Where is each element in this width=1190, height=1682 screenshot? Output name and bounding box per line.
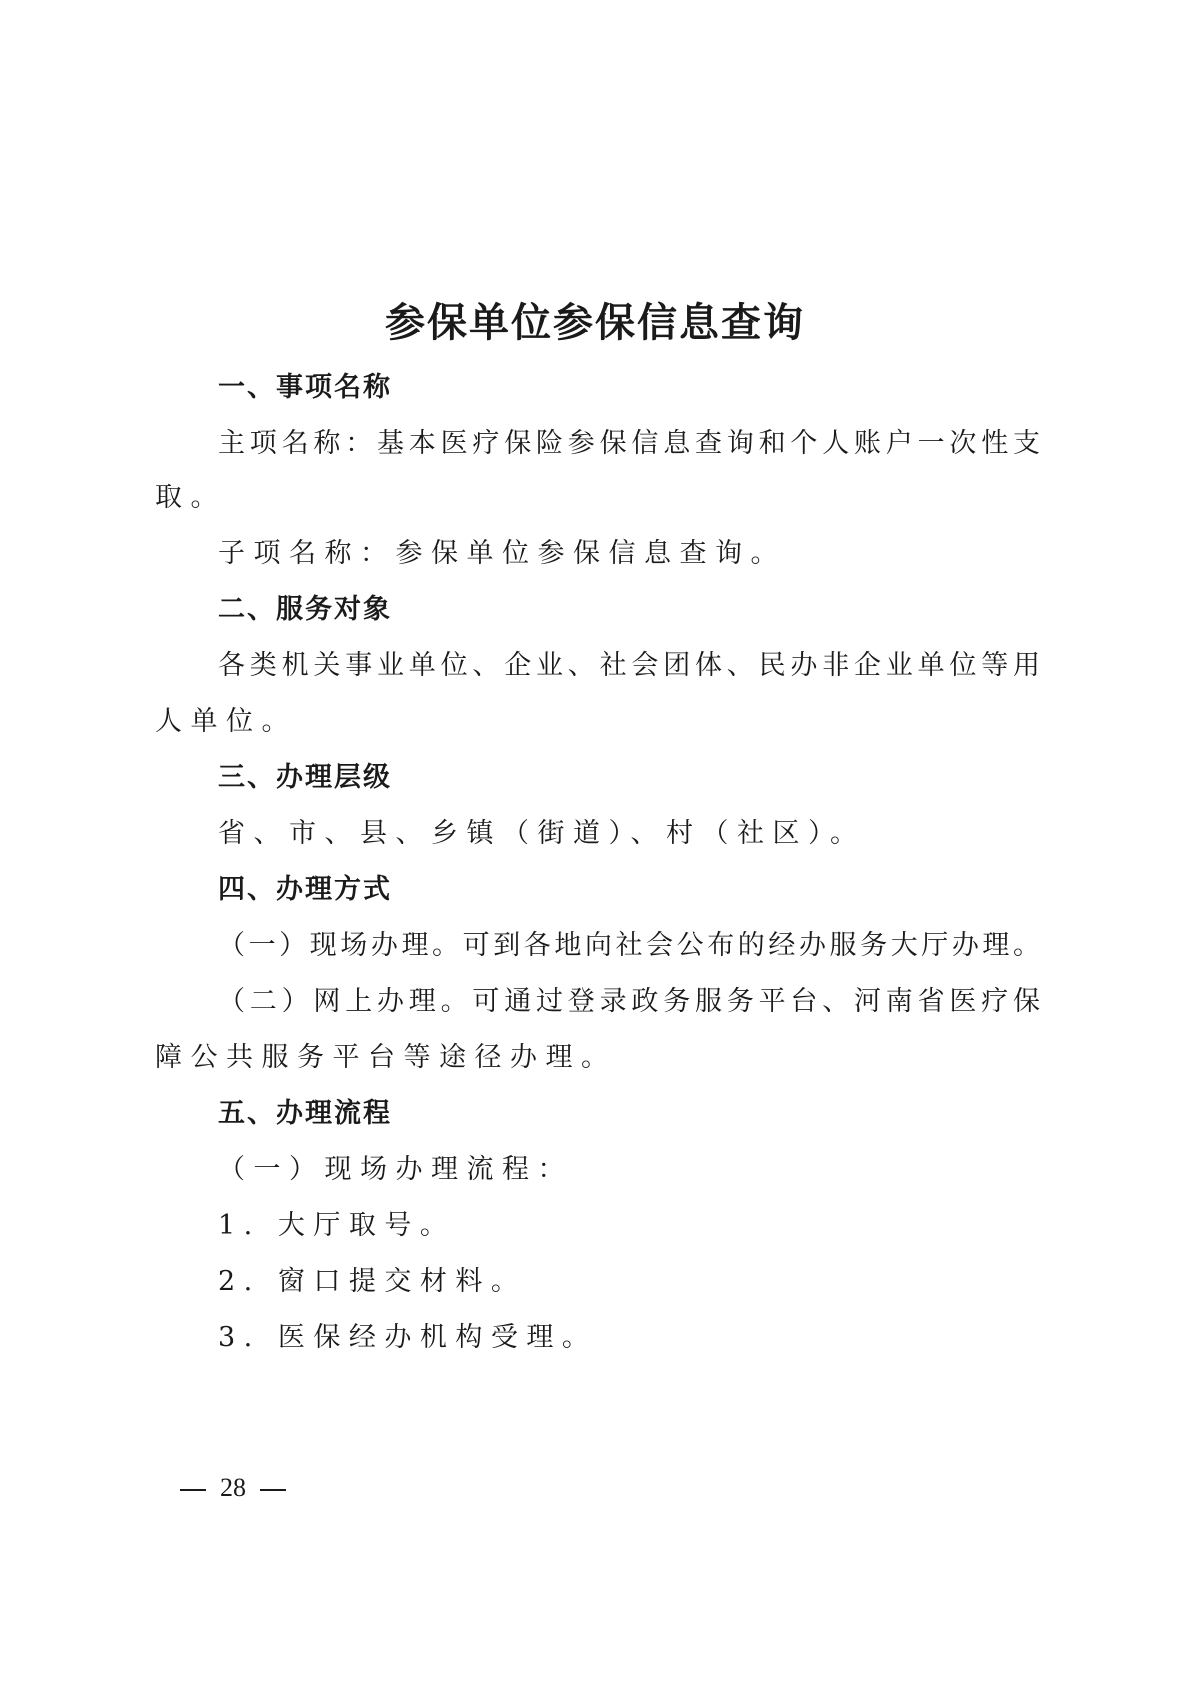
main-item-name-line2: 取。: [155, 482, 226, 513]
process-step: 3. 医保经办机构受理。: [218, 1322, 598, 1353]
service-target-line1: 各类机关事业单位、企业、社会团体、民办非企业单位等用: [218, 650, 1040, 681]
process-step: 2. 窗口提交材料。: [218, 1266, 527, 1297]
footer-dash-left: [180, 1489, 206, 1491]
footer-dash-right: [260, 1489, 286, 1491]
main-item-name-line1: 主项名称：基本医疗保险参保信息查询和个人账户一次性支: [218, 428, 1040, 459]
level-text: 省、市、县、乡镇（街道）、村（社区）。: [218, 818, 866, 849]
section-heading-method: 四、办理方式: [218, 874, 392, 905]
page-title: 参保单位参保信息查询: [385, 300, 805, 346]
method-online-line1: （二）网上办理。可通过登录政务服务平台、河南省医疗保: [218, 986, 1040, 1017]
page-footer: [180, 1470, 286, 1506]
section-heading-level: 三、办理层级: [218, 762, 392, 793]
section-heading-service-target: 二、服务对象: [218, 594, 392, 625]
process-onsite-subheading: （一）现场办理流程：: [218, 1154, 573, 1185]
method-onsite: （一）现场办理。可到各地向社会公布的经办服务大厅办理。: [218, 930, 1040, 961]
page-number: 28: [220, 1473, 246, 1502]
service-target-line2: 人单位。: [155, 706, 297, 737]
section-heading-item-name: 一、事项名称: [218, 372, 392, 403]
sub-item-name: 子项名称：参保单位参保信息查询。: [218, 538, 786, 569]
section-heading-process: 五、办理流程: [218, 1098, 392, 1129]
process-step: 1. 大厅取号。: [218, 1210, 456, 1241]
method-online-line2: 障公共服务平台等途径办理。: [155, 1042, 617, 1073]
